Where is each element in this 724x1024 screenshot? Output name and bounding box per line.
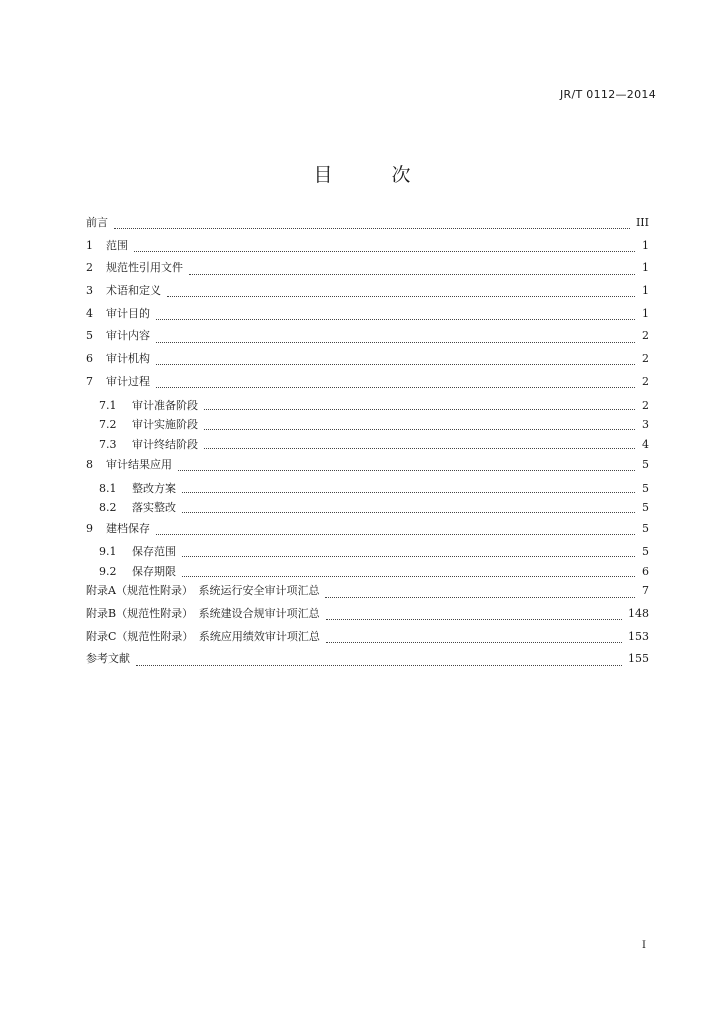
toc-entry-number: 9.1	[99, 545, 117, 559]
toc-entry-page: 1	[642, 306, 649, 320]
toc-entry-label: 范围	[106, 238, 128, 252]
toc-entry-label: 审计终结阶段	[132, 437, 198, 451]
toc-entry[interactable]	[86, 563, 649, 583]
toc-entry-number: 7.1	[99, 398, 117, 412]
toc-entry-label: 落实整改	[132, 501, 176, 515]
toc-dot-leader	[182, 511, 635, 513]
toc-entry[interactable]	[86, 456, 649, 479]
document-code: JR/T 0112—2014	[560, 88, 656, 101]
toc-entry-label: 审计实施阶段	[132, 418, 198, 431]
toc-entry-number: 8.1	[99, 481, 117, 495]
toc-dot-leader	[326, 641, 622, 643]
toc-dot-leader	[156, 363, 635, 365]
toc-entry[interactable]	[86, 605, 649, 628]
toc-entry-page: 1	[642, 238, 649, 252]
toc-entry-page: 148	[628, 607, 649, 621]
toc-entry-page: 5	[642, 545, 649, 559]
toc-entry-number: 7	[86, 374, 93, 388]
toc-dot-leader	[182, 555, 635, 557]
toc-dot-leader	[204, 428, 635, 430]
toc-entry[interactable]	[86, 373, 649, 396]
toc-entry-number: 9.2	[99, 564, 117, 578]
toc-entry[interactable]	[86, 582, 649, 605]
toc-entry-page: 1	[642, 284, 649, 298]
toc-entry-page: 153	[628, 629, 649, 643]
toc-entry-label: 保存范围	[132, 545, 176, 559]
toc-entry[interactable]	[86, 628, 649, 651]
toc-dot-leader	[189, 273, 635, 275]
toc-entry[interactable]	[86, 650, 649, 673]
toc-entry-label: 审计过程	[106, 374, 150, 388]
toc-entry-number: 9	[86, 521, 93, 535]
toc-dot-leader	[178, 469, 635, 471]
toc-entry[interactable]	[86, 305, 649, 328]
toc-entry[interactable]	[86, 499, 649, 519]
toc-entry-number: 6	[86, 352, 93, 366]
toc-entry-label: 审计内容	[106, 329, 150, 343]
page-title: 目 次	[313, 164, 431, 186]
toc-entry[interactable]	[86, 327, 649, 350]
toc-entry-page: 1	[642, 261, 649, 275]
toc-entry[interactable]	[86, 214, 649, 237]
toc-entry-page: 5	[642, 481, 649, 495]
toc-entry-page: 2	[642, 374, 649, 388]
toc-entry-page: III	[635, 216, 649, 229]
toc-entry-page: 4	[642, 437, 649, 451]
toc-dot-leader	[325, 596, 635, 598]
toc-entry-number: 1	[86, 238, 93, 252]
toc-entry-label: 附录C（规范性附录） 系统应用绩效审计项汇总	[86, 629, 320, 643]
page-number: I	[642, 940, 646, 951]
toc-dot-leader	[136, 664, 622, 666]
toc-entry[interactable]	[86, 237, 649, 260]
toc-dot-leader	[114, 227, 630, 229]
toc-entry[interactable]	[86, 350, 649, 373]
toc-dot-leader	[182, 491, 635, 493]
toc-entry[interactable]	[86, 282, 649, 305]
toc-entry-page: 6	[642, 564, 649, 578]
toc-entry-label: 审计准备阶段	[132, 398, 198, 412]
toc-entry-page: 5	[642, 458, 649, 471]
toc-dot-leader	[326, 618, 622, 620]
toc-entry-label: 审计目的	[106, 306, 150, 320]
toc-entry-page: 7	[642, 584, 649, 598]
toc-entry-label: 保存期限	[132, 564, 176, 578]
toc-entry-number: 2	[86, 261, 93, 275]
toc-entry-page: 3	[642, 418, 649, 431]
table-of-contents	[86, 214, 649, 673]
toc-dot-leader	[156, 533, 635, 535]
toc-entry-number: 8	[86, 458, 93, 471]
toc-entry-page: 2	[642, 398, 649, 412]
toc-entry-number: 3	[86, 284, 93, 298]
toc-entry[interactable]	[86, 436, 649, 456]
toc-dot-leader	[156, 318, 635, 320]
toc-dot-leader	[156, 386, 635, 388]
toc-dot-leader	[182, 575, 635, 577]
toc-entry-label: 审计机构	[106, 352, 150, 366]
toc-entry[interactable]	[86, 416, 649, 436]
toc-entry[interactable]	[86, 520, 649, 543]
toc-entry-page: 2	[642, 352, 649, 366]
toc-entry-label: 术语和定义	[106, 284, 161, 298]
toc-entry-label: 附录A（规范性附录） 系统运行安全审计项汇总	[86, 584, 320, 598]
toc-entry-page: 155	[628, 652, 649, 666]
toc-entry-label: 建档保存	[106, 521, 150, 535]
toc-entry-page: 5	[642, 501, 649, 515]
toc-entry[interactable]	[86, 259, 649, 282]
toc-entry[interactable]	[86, 543, 649, 563]
toc-entry-page: 2	[642, 329, 649, 343]
toc-entry-label: 参考文献	[86, 652, 130, 666]
toc-entry-label: 审计结果应用	[106, 458, 172, 471]
toc-entry-label: 附录B（规范性附录） 系统建设合规审计项汇总	[86, 607, 320, 621]
toc-entry-label: 前言	[86, 216, 108, 229]
toc-dot-leader	[156, 341, 635, 343]
toc-dot-leader	[204, 408, 635, 410]
toc-entry-label: 整改方案	[132, 481, 176, 495]
toc-dot-leader	[134, 250, 635, 252]
toc-entry-number: 4	[86, 306, 93, 320]
toc-entry-number: 7.3	[99, 437, 117, 451]
toc-entry-number: 8.2	[99, 501, 117, 515]
toc-entry-page: 5	[642, 521, 649, 535]
toc-dot-leader	[167, 295, 635, 297]
toc-dot-leader	[204, 447, 635, 449]
toc-entry[interactable]	[86, 480, 649, 500]
toc-entry-label: 规范性引用文件	[106, 261, 183, 275]
toc-entry-number: 7.2	[99, 418, 117, 431]
toc-entry[interactable]	[86, 397, 649, 417]
toc-entry-number: 5	[86, 329, 93, 343]
